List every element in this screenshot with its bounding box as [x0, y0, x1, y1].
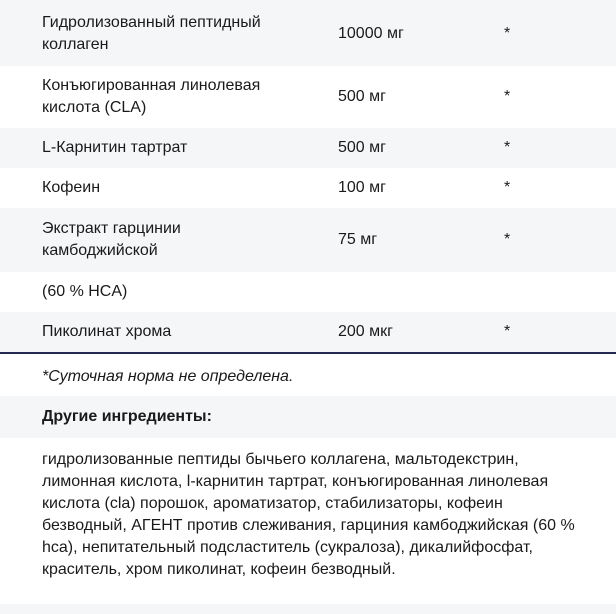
table-row: [0, 208, 616, 272]
table-row: [0, 168, 616, 208]
ingredient-amount: 500 мг: [338, 139, 386, 156]
ingredient-daily-value: *: [504, 231, 511, 248]
ingredient-name: Кофеин: [42, 179, 101, 196]
table-row: [0, 128, 616, 168]
table-row: [0, 312, 616, 352]
bottom-band: [0, 604, 616, 614]
ingredient-daily-value: *: [504, 25, 511, 42]
table-divider: [0, 352, 616, 354]
ingredient-daily-value: *: [504, 323, 511, 340]
other-ingredients-header: [0, 396, 616, 438]
ingredient-amount: 75 мг: [338, 231, 378, 248]
other-ingredients-title: Другие ингредиенты:: [42, 408, 212, 425]
ingredient-name: Гидролизованный пептидный коллаген: [42, 14, 261, 53]
ingredient-daily-value: *: [504, 88, 511, 105]
table-row: [0, 272, 616, 312]
ingredient-name: Конъюгированная линолевая кислота (CLA): [42, 77, 261, 116]
ingredient-amount: 10000 мг: [338, 25, 404, 42]
ingredient-amount: 200 мкг: [338, 323, 393, 340]
table-row: [0, 0, 616, 66]
ingredient-amount: 100 мг: [338, 179, 386, 196]
table-row: [0, 66, 616, 128]
ingredient-name: Экстракт гарцинии камбоджийской: [42, 220, 181, 259]
ingredient-name: L-Карнитин тартрат: [42, 139, 188, 156]
ingredient-daily-value: *: [504, 179, 511, 196]
other-ingredients-text: гидролизованные пептиды бычьего коллагена, мальтодекстрин, лимонная кислота, l-карнитин тартрат, конъюгированная линолевая кислота (cla) порошок, ароматизатор, стабилизаторы, кофеин безводный, АГЕНТ против слеживания, гарциния камбоджийская (60 % hca), непитательный подсластитель (сукралоза), дикалийфосфат, краситель, хром пиколинат, кофеин безводный.: [42, 451, 575, 578]
ingredient-name: (60 % HCA): [42, 283, 128, 300]
ingredient-name: Пиколинат хрома: [42, 323, 172, 340]
daily-value-footnote: *Суточная норма не определена.: [42, 368, 294, 385]
ingredient-daily-value: *: [504, 139, 511, 156]
ingredient-amount: 500 мг: [338, 88, 386, 105]
